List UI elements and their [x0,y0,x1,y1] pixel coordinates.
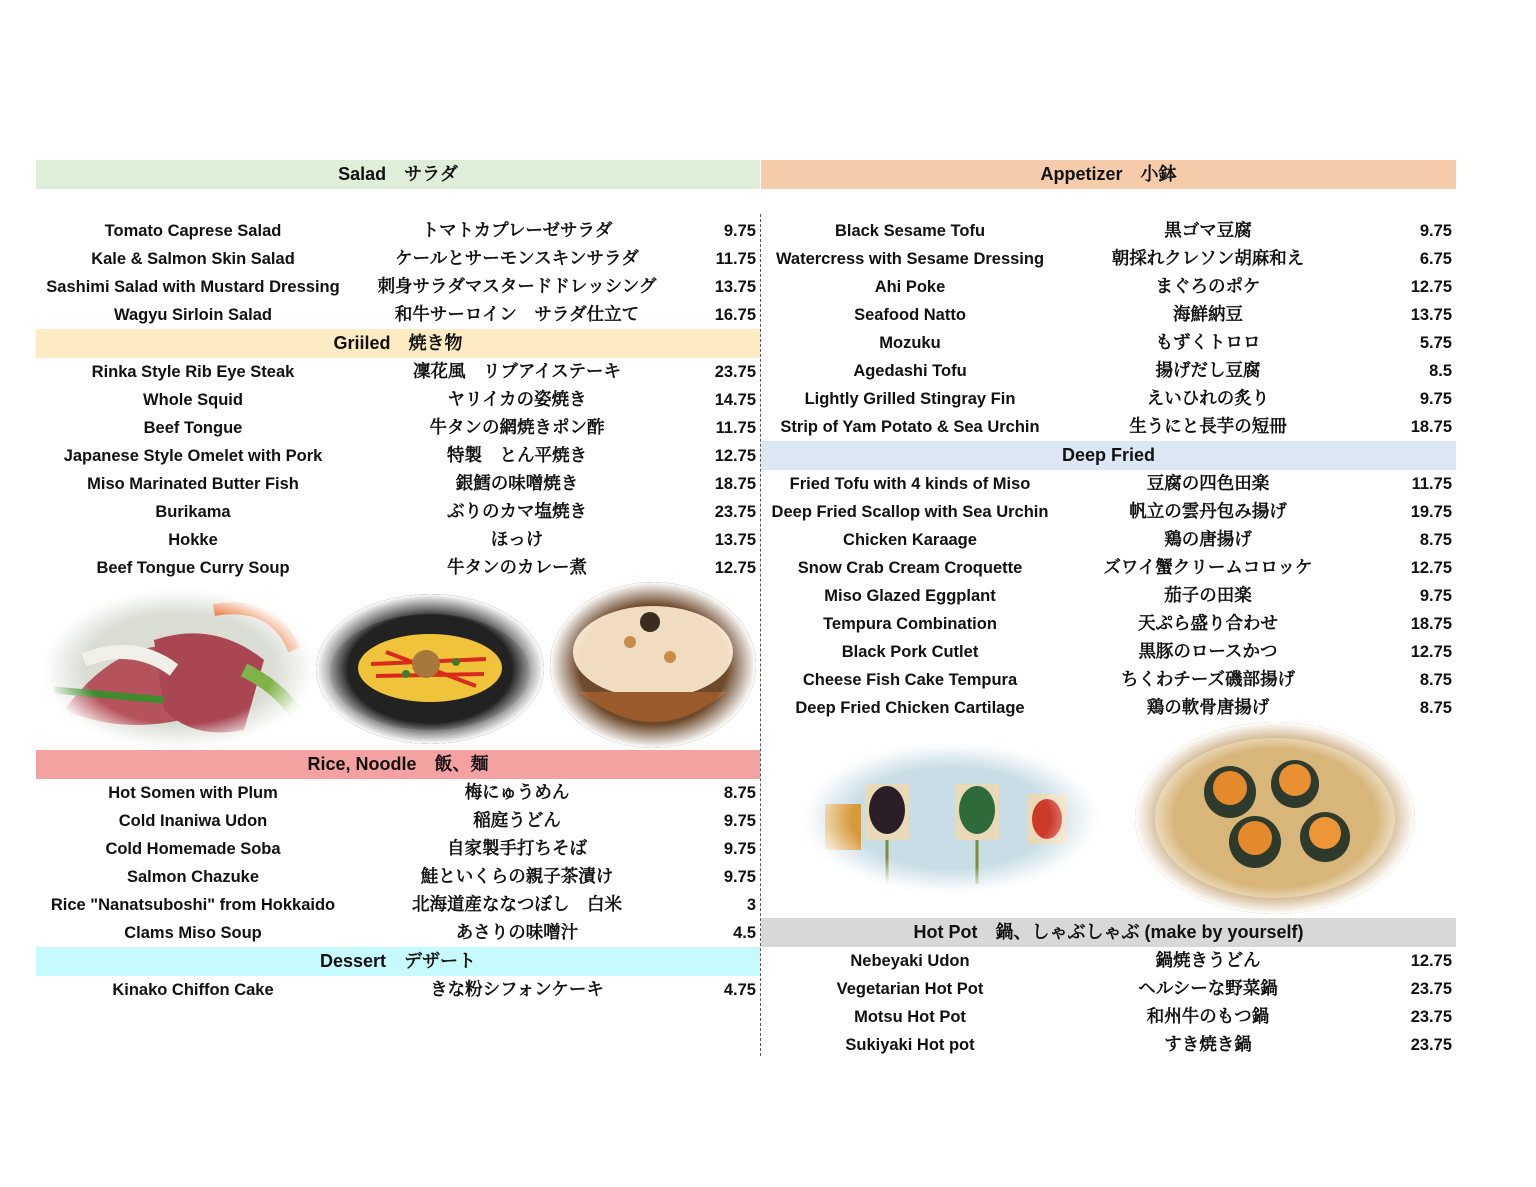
menu-item [761,385,1456,413]
section-header-hot-pot: Hot Pot 鍋、しゃぶしゃぶ (make by yourself) [761,918,1456,947]
menu-item-price: 8.75 [1419,531,1452,549]
menu-item-japanese-name: 稲庭うどん [473,811,561,831]
menu-item-japanese-name: 銀鱈の味噌焼き [455,474,579,494]
menu-item-english-name: Tomato Caprese Salad [104,222,282,240]
menu-item-japanese-name: 豆腐の四色田楽 [1146,474,1270,494]
appetizer-list [761,217,1456,441]
menu-item [761,1031,1456,1059]
menu-item [761,694,1456,722]
menu-item [36,976,760,1004]
right-column [761,160,1456,1059]
menu-item-japanese-name: えいひれの炙り [1146,389,1270,409]
menu-item-price: 23.75 [714,363,756,381]
dengaku-tofu-photo [805,744,1097,892]
menu-item-english-name: Black Sesame Tofu [834,222,986,240]
menu-item-japanese-name: もずくトロロ [1155,333,1261,353]
menu-item-japanese-name: 鍋焼きうどん [1155,951,1261,971]
menu-item-price: 13.75 [714,278,756,296]
menu-item [761,217,1456,245]
menu-item [36,779,760,807]
menu-item-price: 23.75 [1410,1008,1452,1026]
menu-item-price: 4.75 [723,981,756,999]
menu-item-price: 13.75 [714,531,756,549]
spacer [36,189,760,217]
menu-item-japanese-name: トマトカプレーゼサラダ [421,221,613,241]
menu-item [761,638,1456,666]
menu-item-japanese-name: あさりの味噌汁 [455,923,579,943]
menu-item-japanese-name: すき焼き鍋 [1164,1035,1252,1055]
right-food-photos [761,722,1456,918]
menu-item-price: 23.75 [1410,1036,1452,1054]
menu-item-japanese-name: ケールとサーモンスキンサラダ [395,249,639,269]
menu-item-price: 18.75 [1410,418,1452,436]
menu-item-japanese-name: 帆立の雲丹包み揚げ [1129,502,1287,522]
menu-item [761,413,1456,441]
menu-item-english-name: Chicken Karaage [843,531,977,549]
section-header-salad: Salad サラダ [36,160,760,189]
menu-item-japanese-name: 黒ゴマ豆腐 [1164,221,1252,241]
curry-bread-bowl-photo [550,582,756,748]
menu-item [36,217,760,245]
menu-item [761,329,1456,357]
menu-item-price: 8.75 [1419,699,1452,717]
menu-item-japanese-name: ぶりのカマ塩焼き [447,502,587,522]
menu-item-price: 18.75 [1410,615,1452,633]
menu-item-price: 9.75 [1419,222,1452,240]
menu-item [36,919,760,947]
menu-item [36,414,760,442]
menu-item-english-name: Motsu Hot Pot [854,1008,966,1026]
menu-item-japanese-name: 鶏の軟骨唐揚げ [1146,698,1270,718]
section-header-grilled: Griiled 焼き物 [36,329,760,358]
menu-item [36,358,760,386]
menu-item [36,835,760,863]
menu-item-japanese-name: 鮭といくらの親子茶漬け [420,867,614,887]
menu-item-japanese-name: ヤリイカの姿焼き [447,390,587,410]
menu-item [761,301,1456,329]
menu-item-english-name: Nebeyaki Udon [850,952,970,970]
menu-item-japanese-name: 和牛サーロイン サラダ仕立て [394,305,640,325]
menu-item-price: 23.75 [714,503,756,521]
menu-item [761,357,1456,385]
menu-item-japanese-name: 朝採れクレソン胡麻和え [1111,249,1305,269]
menu-item-english-name: Black Pork Cutlet [841,643,979,661]
grilled-list [36,358,760,582]
menu-item-price: 4.5 [733,924,756,942]
menu-item-english-name: Watercress with Sesame Dressing [775,250,1045,268]
menu-item-english-name: Hokke [168,531,218,549]
section-header-dessert: Dessert デザート [36,947,760,976]
menu-item-english-name: Kinako Chiffon Cake [112,981,274,999]
left-food-photos [36,582,760,750]
section-header-deep-fried: Deep Fried [761,441,1456,470]
menu-item [761,245,1456,273]
menu-item-japanese-name: 特製 とん平焼き [447,446,587,466]
section-header-appetizer: Appetizer 小鉢 [761,160,1456,189]
menu-item-price: 9.75 [1419,390,1452,408]
section-header-rice-noodle: Rice, Noodle 飯、麺 [36,750,760,779]
menu-item-price: 8.75 [1419,671,1452,689]
menu-item-english-name: Rice "Nanatsuboshi" from Hokkaido [50,896,336,914]
menu-item [36,554,760,582]
menu-item-japanese-name: 黒豚のロースかつ [1138,642,1278,662]
menu-item-japanese-name: ヘルシーな野菜鍋 [1138,979,1278,999]
menu-item-price: 9.75 [1419,587,1452,605]
menu-item-price: 12.75 [1410,952,1452,970]
menu-item-japanese-name: 和州牛のもつ鍋 [1146,1007,1270,1027]
menu-item-english-name: Clams Miso Soup [124,924,262,942]
menu-item [761,470,1456,498]
menu-item-english-name: Salmon Chazuke [126,868,260,886]
menu-item-price: 13.75 [1410,306,1452,324]
menu-item-price: 6.75 [1419,250,1452,268]
menu-item-english-name: Burikama [155,503,231,521]
menu-item-english-name: Japanese Style Omelet with Pork [63,447,323,465]
menu-item [761,526,1456,554]
menu-item-japanese-name: ズワイ蟹クリームコロッケ [1103,558,1313,578]
menu-item-price: 23.75 [1410,980,1452,998]
menu-item-english-name: Vegetarian Hot Pot [836,980,984,998]
menu-item-price: 8.75 [723,784,756,802]
menu-item-japanese-name: 生うにと長芋の短冊 [1129,417,1287,437]
menu-item-english-name: Wagyu Sirloin Salad [114,306,272,324]
left-column [36,160,760,1004]
menu-item-japanese-name: ちくわチーズ磯部揚げ [1120,670,1296,690]
menu-item [36,273,760,301]
menu-item-japanese-name: 北海道産ななつぼし 白米 [412,895,622,915]
menu-item-japanese-name: 梅にゅうめん [464,783,570,803]
menu-item-price: 19.75 [1410,503,1452,521]
menu-item [36,863,760,891]
menu-item [761,610,1456,638]
menu-item-japanese-name: きな粉シフォンケーキ [430,980,604,1000]
menu-item [36,498,760,526]
menu-item-english-name: Strip of Yam Potato & Sea Urchin [780,418,1040,436]
menu-item [761,582,1456,610]
menu-item-japanese-name: まぐろのポケ [1155,277,1261,297]
menu-item-price: 8.5 [1429,362,1452,380]
tonpei-yaki-photo [316,594,544,744]
dessert-list [36,976,760,1004]
spacer [761,189,1456,217]
menu-item-price: 16.75 [714,306,756,324]
menu-item-price: 3 [746,896,756,914]
menu-item-japanese-name: 凜花風 リブアイステーキ [413,362,621,382]
menu-item [36,891,760,919]
menu-item-english-name: Deep Fried Scallop with Sea Urchin [771,503,1049,521]
menu-item [761,975,1456,1003]
menu-item-english-name: Kale & Salmon Skin Salad [91,250,295,268]
menu-item-japanese-name: 天ぷら盛り合わせ [1138,614,1278,634]
menu-item [761,666,1456,694]
menu-item [36,386,760,414]
menu-item-english-name: Beef Tongue [143,419,243,437]
deep-fried-list [761,470,1456,722]
menu-item [36,301,760,329]
menu-item-japanese-name: 鶏の唐揚げ [1164,530,1252,550]
menu-item-japanese-name: 自家製手打ちそば [447,839,587,859]
menu-item-price: 9.75 [723,840,756,858]
menu-item [36,442,760,470]
menu-item-price: 11.75 [715,250,756,268]
menu-item-english-name: Lightly Grilled Stingray Fin [804,390,1016,408]
menu-item-price: 9.75 [723,868,756,886]
menu-item [36,807,760,835]
menu-item [761,273,1456,301]
menu-item-price: 12.75 [714,559,756,577]
menu-item-english-name: Ahi Poke [874,278,946,296]
menu-item [36,245,760,273]
menu-item-english-name: Tempura Combination [823,615,997,633]
menu-item-english-name: Cheese Fish Cake Tempura [802,671,1018,689]
menu-item-japanese-name: 茄子の田楽 [1164,586,1252,606]
menu-item-price: 14.75 [714,391,756,409]
menu-item-japanese-name: 揚げだし豆腐 [1155,361,1261,381]
beef-salad-photo [44,590,314,748]
menu-item-price: 11.75 [715,419,756,437]
menu-item [36,470,760,498]
menu-item [761,554,1456,582]
menu-item-price: 18.75 [714,475,756,493]
menu-item-english-name: Hot Somen with Plum [108,784,278,802]
menu-item-english-name: Miso Glazed Eggplant [824,587,996,605]
menu-item-price: 9.75 [723,812,756,830]
menu-item-japanese-name: 牛タンのカレー煮 [447,558,587,578]
menu-item-english-name: Sashimi Salad with Mustard Dressing [46,278,340,296]
menu-item-english-name: Seafood Natto [854,306,966,324]
menu-item-japanese-name: 海鮮納豆 [1173,305,1243,325]
menu-item-price: 11.75 [1411,475,1452,493]
menu-item-price: 5.75 [1419,334,1452,352]
menu-item [761,498,1456,526]
menu-item-japanese-name: 刺身サラダマスタードドレッシング [377,277,657,297]
menu-item-english-name: Whole Squid [143,391,243,409]
menu-item-english-name: Rinka Style Rib Eye Steak [91,363,295,381]
menu-item-english-name: Cold Inaniwa Udon [118,812,268,830]
menu-item [761,947,1456,975]
scallop-sea-urchin-photo [1135,722,1415,914]
menu-item-price: 12.75 [1410,643,1452,661]
menu-item-price: 12.75 [714,447,756,465]
menu-item-english-name: Agedashi Tofu [853,362,967,380]
menu-item-price: 12.75 [1410,278,1452,296]
menu-item-english-name: Mozuku [879,334,941,352]
menu-item-english-name: Deep Fried Chicken Cartilage [795,699,1025,717]
menu-item-english-name: Sukiyaki Hot pot [845,1036,975,1054]
menu-item-price: 12.75 [1410,559,1452,577]
menu-item [36,526,760,554]
menu-item-english-name: Cold Homemade Soba [105,840,281,858]
menu-item-japanese-name: ほっけ [490,530,544,550]
menu-item-english-name: Beef Tongue Curry Soup [96,559,290,577]
menu-item-japanese-name: 牛タンの網焼きポン酢 [429,418,605,438]
hot-pot-list [761,947,1456,1059]
menu-item-english-name: Snow Crab Cream Croquette [797,559,1023,577]
menu-item-price: 9.75 [723,222,756,240]
rice-noodle-list [36,779,760,947]
menu-item [761,1003,1456,1031]
salad-list [36,217,760,329]
menu-item-english-name: Miso Marinated Butter Fish [87,475,299,493]
menu-item-english-name: Fried Tofu with 4 kinds of Miso [789,475,1031,493]
